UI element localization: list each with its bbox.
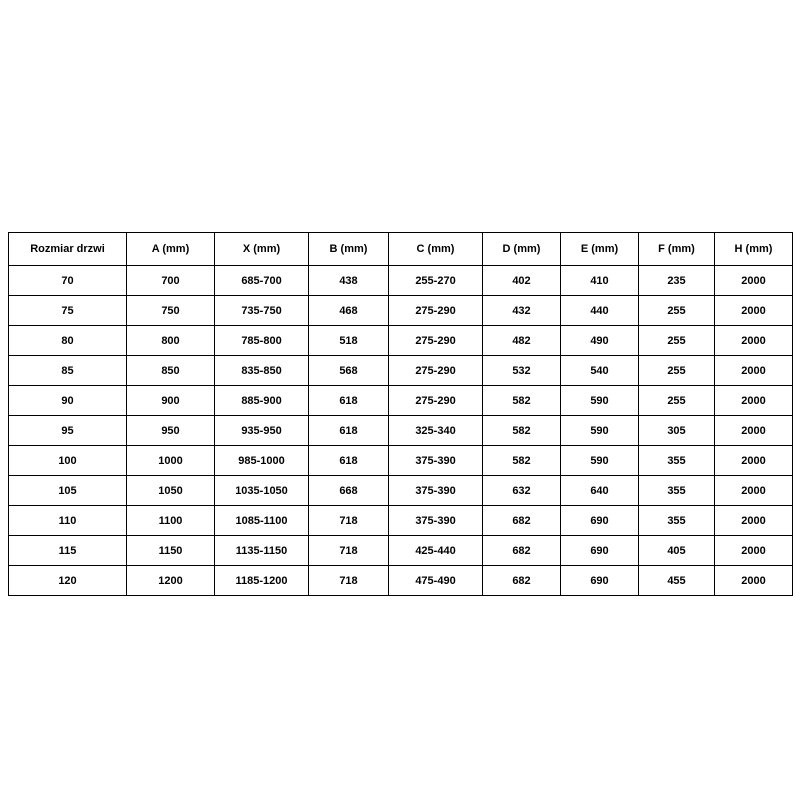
cell-d: 582 (483, 386, 561, 416)
cell-h: 2000 (715, 326, 793, 356)
cell-h: 2000 (715, 296, 793, 326)
cell-h: 2000 (715, 416, 793, 446)
cell-size: 100 (9, 446, 127, 476)
table-row (9, 536, 793, 566)
cell-size: 70 (9, 266, 127, 296)
cell-h: 2000 (715, 446, 793, 476)
cell-d: 582 (483, 446, 561, 476)
cell-f: 255 (639, 296, 715, 326)
cell-c: 425-440 (389, 536, 483, 566)
cell-x: 1035-1050 (215, 476, 309, 506)
cell-b: 618 (309, 386, 389, 416)
cell-x: 1185-1200 (215, 566, 309, 596)
cell-e: 440 (561, 296, 639, 326)
cell-f: 305 (639, 416, 715, 446)
cell-size: 80 (9, 326, 127, 356)
cell-f: 355 (639, 446, 715, 476)
cell-d: 532 (483, 356, 561, 386)
cell-e: 590 (561, 386, 639, 416)
cell-f: 235 (639, 266, 715, 296)
cell-c: 255-270 (389, 266, 483, 296)
cell-d: 682 (483, 566, 561, 596)
cell-x: 735-750 (215, 296, 309, 326)
cell-size: 110 (9, 506, 127, 536)
table-row (9, 266, 793, 296)
cell-d: 582 (483, 416, 561, 446)
cell-e: 640 (561, 476, 639, 506)
cell-h: 2000 (715, 356, 793, 386)
cell-a: 1000 (127, 446, 215, 476)
cell-b: 568 (309, 356, 389, 386)
cell-a: 950 (127, 416, 215, 446)
specification-table-container (8, 232, 792, 596)
column-header-h: H (mm) (715, 233, 793, 266)
cell-a: 1100 (127, 506, 215, 536)
cell-f: 255 (639, 356, 715, 386)
cell-d: 682 (483, 536, 561, 566)
cell-d: 632 (483, 476, 561, 506)
column-header-b: B (mm) (309, 233, 389, 266)
table-row (9, 326, 793, 356)
cell-x: 785-800 (215, 326, 309, 356)
column-header-c: C (mm) (389, 233, 483, 266)
cell-h: 2000 (715, 536, 793, 566)
table-row (9, 506, 793, 536)
cell-b: 518 (309, 326, 389, 356)
table-row (9, 296, 793, 326)
cell-f: 355 (639, 506, 715, 536)
cell-x: 1085-1100 (215, 506, 309, 536)
cell-c: 375-390 (389, 476, 483, 506)
cell-size: 120 (9, 566, 127, 596)
cell-e: 410 (561, 266, 639, 296)
column-header-e: E (mm) (561, 233, 639, 266)
column-header-f: F (mm) (639, 233, 715, 266)
cell-size: 90 (9, 386, 127, 416)
cell-size: 95 (9, 416, 127, 446)
cell-h: 2000 (715, 506, 793, 536)
cell-x: 885-900 (215, 386, 309, 416)
table-row (9, 476, 793, 506)
cell-size: 75 (9, 296, 127, 326)
cell-b: 618 (309, 446, 389, 476)
cell-a: 800 (127, 326, 215, 356)
table-row (9, 356, 793, 386)
cell-c: 275-290 (389, 386, 483, 416)
cell-b: 438 (309, 266, 389, 296)
cell-c: 375-390 (389, 506, 483, 536)
cell-d: 682 (483, 506, 561, 536)
table-header-row (9, 233, 793, 266)
cell-h: 2000 (715, 386, 793, 416)
cell-x: 1135-1150 (215, 536, 309, 566)
cell-c: 375-390 (389, 446, 483, 476)
cell-e: 690 (561, 566, 639, 596)
table-body (9, 266, 793, 596)
column-header-x: X (mm) (215, 233, 309, 266)
cell-a: 1150 (127, 536, 215, 566)
table-row (9, 386, 793, 416)
cell-e: 540 (561, 356, 639, 386)
cell-b: 718 (309, 506, 389, 536)
cell-b: 718 (309, 536, 389, 566)
cell-size: 85 (9, 356, 127, 386)
cell-a: 750 (127, 296, 215, 326)
cell-f: 405 (639, 536, 715, 566)
cell-size: 105 (9, 476, 127, 506)
specification-table (8, 232, 793, 596)
cell-b: 718 (309, 566, 389, 596)
table-row (9, 416, 793, 446)
cell-f: 355 (639, 476, 715, 506)
table-header (9, 233, 793, 266)
cell-a: 700 (127, 266, 215, 296)
cell-size: 115 (9, 536, 127, 566)
cell-a: 1200 (127, 566, 215, 596)
cell-b: 468 (309, 296, 389, 326)
cell-f: 455 (639, 566, 715, 596)
cell-f: 255 (639, 386, 715, 416)
cell-b: 618 (309, 416, 389, 446)
cell-b: 668 (309, 476, 389, 506)
column-header-a: A (mm) (127, 233, 215, 266)
cell-h: 2000 (715, 476, 793, 506)
cell-c: 275-290 (389, 356, 483, 386)
cell-e: 590 (561, 416, 639, 446)
cell-c: 275-290 (389, 296, 483, 326)
cell-c: 325-340 (389, 416, 483, 446)
cell-d: 482 (483, 326, 561, 356)
cell-c: 475-490 (389, 566, 483, 596)
cell-e: 690 (561, 536, 639, 566)
table-row (9, 566, 793, 596)
cell-f: 255 (639, 326, 715, 356)
table-row (9, 446, 793, 476)
cell-e: 490 (561, 326, 639, 356)
cell-x: 985-1000 (215, 446, 309, 476)
cell-a: 1050 (127, 476, 215, 506)
cell-c: 275-290 (389, 326, 483, 356)
cell-e: 690 (561, 506, 639, 536)
cell-x: 935-950 (215, 416, 309, 446)
cell-h: 2000 (715, 566, 793, 596)
cell-e: 590 (561, 446, 639, 476)
cell-d: 402 (483, 266, 561, 296)
column-header-d: D (mm) (483, 233, 561, 266)
cell-d: 432 (483, 296, 561, 326)
cell-a: 900 (127, 386, 215, 416)
cell-x: 835-850 (215, 356, 309, 386)
cell-h: 2000 (715, 266, 793, 296)
cell-a: 850 (127, 356, 215, 386)
column-header-rozmiar-drzwi: Rozmiar drzwi (9, 233, 127, 266)
cell-x: 685-700 (215, 266, 309, 296)
